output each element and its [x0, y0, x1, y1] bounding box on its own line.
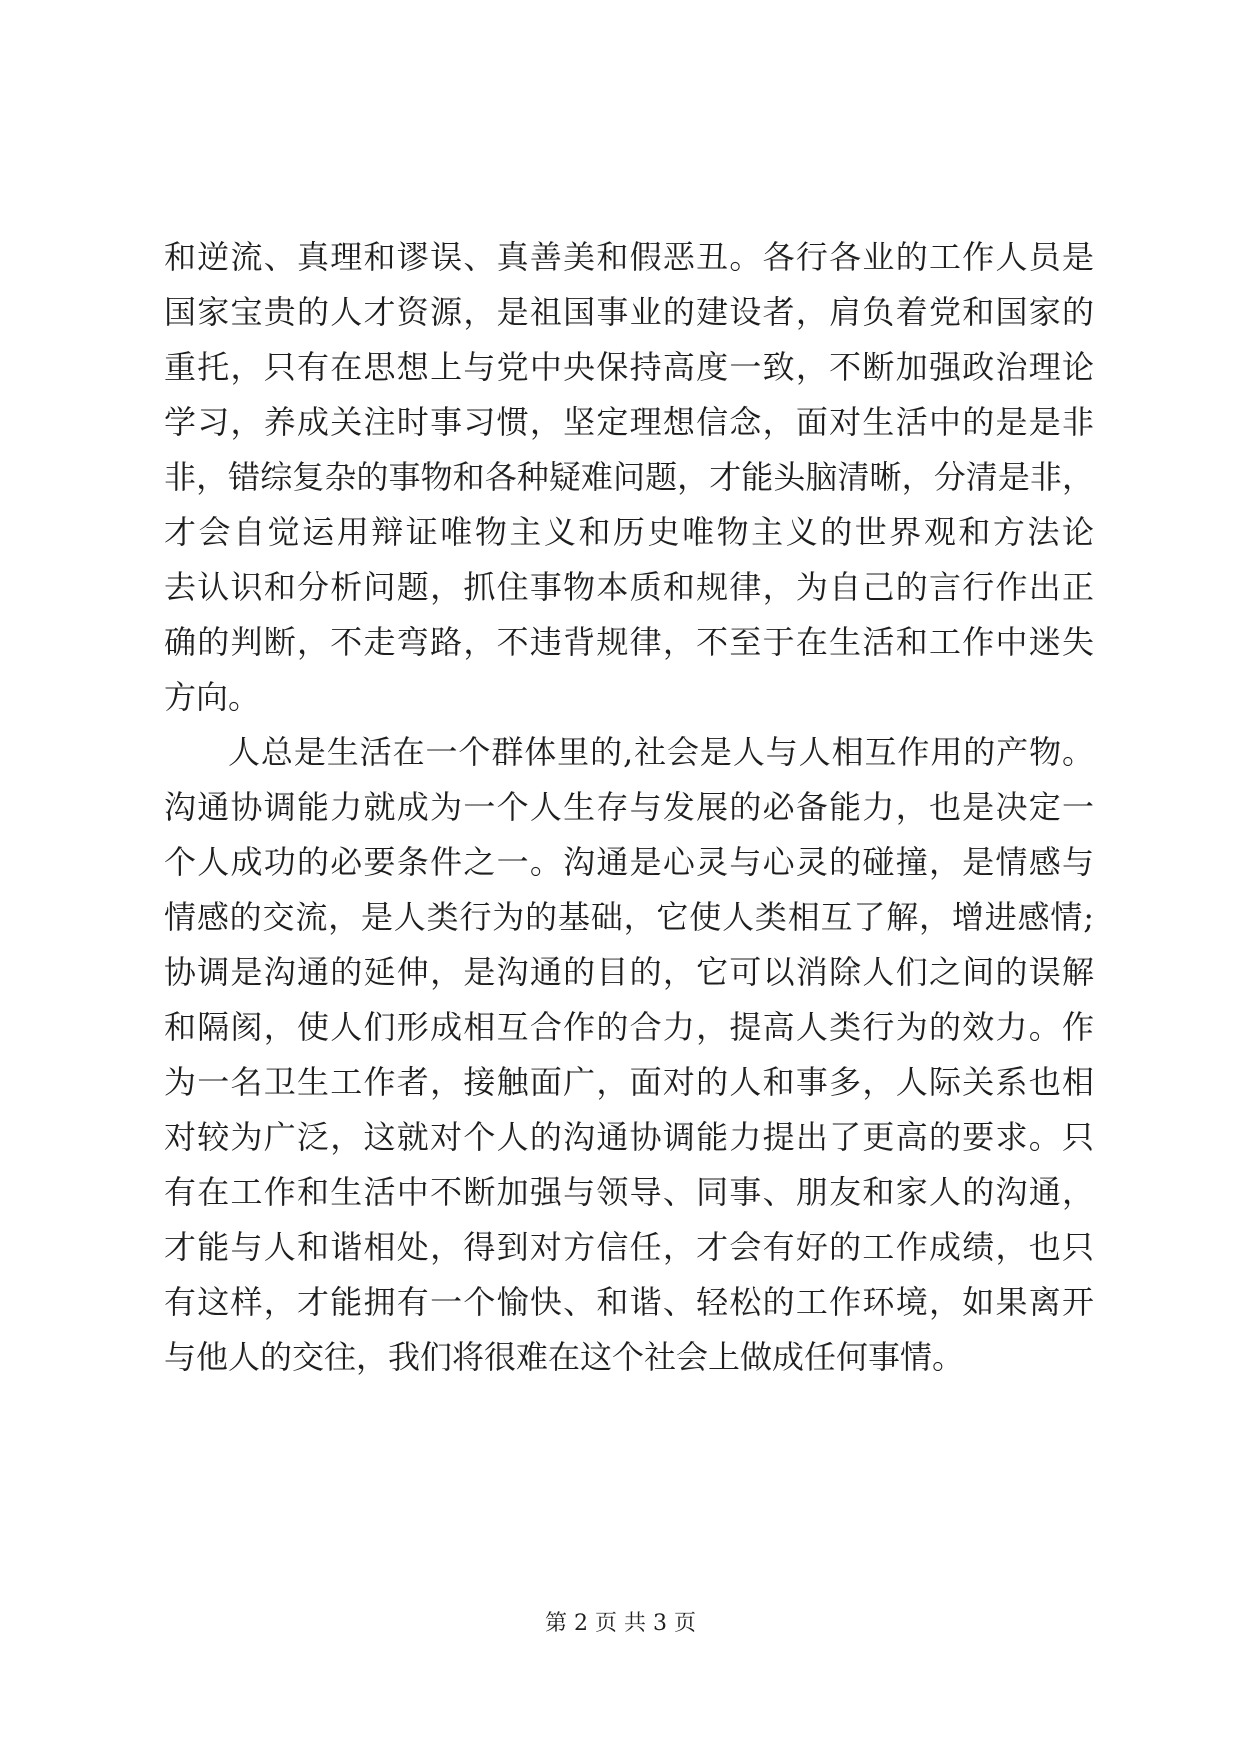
paragraph-2-line-10: 才能与人和谐相处，得到对方信任，才会有好的工作成绩，也只	[164, 1228, 1094, 1266]
paragraph-1-line-6: 才会自觉运用辩证唯物主义和历史唯物主义的世界观和方法论	[164, 513, 1094, 551]
paragraph-1-line-7: 去认识和分析问题，抓住事物本质和规律，为自己的言行作出正	[164, 568, 1094, 606]
paragraph-2-line-6: 和隔阂，使人们形成相互合作的合力，提高人类行为的效力。作	[164, 1008, 1094, 1046]
paragraph-1-line-8: 确的判断，不走弯路，不违背规律，不至于在生活和工作中迷失	[164, 623, 1094, 661]
paragraph-1-line-2: 国家宝贵的人才资源，是祖国事业的建设者，肩负着党和国家的	[164, 293, 1094, 331]
paragraph-2-line-11: 有这样，才能拥有一个愉快、和谐、轻松的工作环境，如果离开	[164, 1283, 1094, 1321]
body-text	[164, 230, 1094, 1385]
paragraph-2-line-1: 人总是生活在一个群体里的,社会是人与人相互作用的产物。	[228, 733, 1094, 771]
paragraph-1-line-5: 非，错综复杂的事物和各种疑难问题，才能头脑清晰，分清是非，	[164, 458, 1094, 496]
paragraph-2-line-8: 对较为广泛，这就对个人的沟通协调能力提出了更高的要求。只	[164, 1118, 1094, 1156]
paragraph-1-line-9: 方向。	[164, 678, 261, 716]
paragraph-1-line-1: 和逆流、真理和谬误、真善美和假恶丑。各行各业的工作人员是	[164, 238, 1094, 276]
paragraph-2-line-7: 为一名卫生工作者，接触面广，面对的人和事多，人际关系也相	[164, 1063, 1094, 1101]
paragraph-2-line-5: 协调是沟通的延伸，是沟通的目的，它可以消除人们之间的误解	[164, 953, 1094, 991]
paragraph-2-line-4: 情感的交流，是人类行为的基础，它使人类相互了解，增进感情;	[164, 898, 1094, 936]
paragraph-1-line-4: 学习，养成关注时事习惯，坚定理想信念，面对生活中的是是非	[164, 403, 1094, 441]
paragraph-2-line-2: 沟通协调能力就成为一个人生存与发展的必备能力，也是决定一	[164, 788, 1094, 826]
paragraph-1-line-3: 重托，只有在思想上与党中央保持高度一致，不断加强政治理论	[164, 348, 1094, 386]
paragraph-2-line-12: 与他人的交往，我们将很难在这个社会上做成任何事情。	[164, 1338, 965, 1376]
paragraph-2-line-9: 有在工作和生活中不断加强与领导、同事、朋友和家人的沟通，	[164, 1173, 1094, 1211]
page-number-footer: 第 2 页 共 3 页	[545, 1611, 696, 1636]
paragraph-2-line-3: 个人成功的必要条件之一。沟通是心灵与心灵的碰撞，是情感与	[164, 843, 1094, 881]
